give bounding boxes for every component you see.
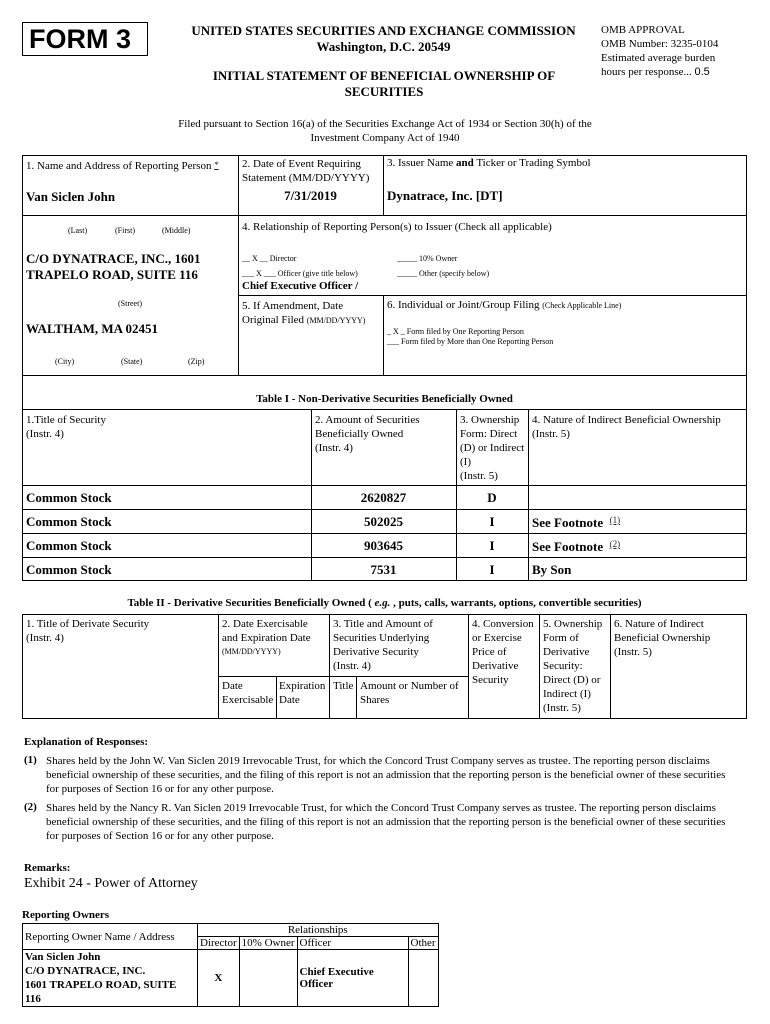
owner-name-address: Van Siclen John C/O DYNATRACE, INC. 1601 TRAPELO ROAD, SUITE 116	[23, 950, 198, 1007]
ownership-nature: See Footnote $^{(2)}$	[532, 539, 621, 554]
filing-option-one: _ X _ Form filed by One Reporting Person	[387, 327, 524, 336]
form-number-box: FORM 3	[22, 22, 148, 56]
security-amount: 2620827	[360, 490, 407, 505]
col-other: Other	[408, 937, 438, 950]
owner-officer-title: Chief Executive Officer	[297, 950, 408, 1007]
security-amount: 7531	[370, 562, 397, 577]
col-officer: Officer	[297, 937, 408, 950]
officer-title: Chief Executive Officer /	[242, 280, 359, 292]
remarks-heading: Remarks:	[24, 862, 71, 874]
ownership-form: I	[489, 538, 495, 553]
owner-other	[408, 950, 438, 1007]
issuer-name: Dynatrace, Inc. [DT]	[387, 188, 503, 203]
table2-col-conversion: 4. Conversion or Exercise Price of Derivative Security	[472, 618, 534, 686]
label-middle: (Middle)	[162, 226, 191, 235]
security-amount: 502025	[364, 514, 403, 529]
ownership-nature: See Footnote $^{(1)}$	[532, 515, 621, 530]
footnote-number: (2)	[24, 801, 37, 813]
table2-col-nature: 6. Nature of Indirect Beneficial Ownership (Instr. 5)	[614, 618, 711, 658]
box1-label: 1. Name and Address of Reporting Person *	[26, 160, 219, 172]
security-title: Common Stock	[26, 538, 112, 553]
ownership-nature: By Son	[532, 562, 572, 577]
filing-authority: Filed pursuant to Section 16(a) of the Securities Exchange Act of 1934 or Section 30(h) of the Investment Company Act of 1940	[178, 118, 592, 144]
col-owner-name: Reporting Owner Name / Address	[23, 924, 198, 950]
agency-location: Washington, D.C. 20549	[316, 39, 451, 54]
box5-label: 5. If Amendment, Date Original Filed (MM/DD/YYYY)	[242, 300, 366, 326]
footnote-link[interactable]: (1)	[609, 515, 621, 525]
col-director: Director	[198, 937, 240, 950]
ownership-form: I	[489, 562, 495, 577]
table2-col-ownership-form: 5. Ownership Form of Derivative Security: Direct (D) or Indirect (I) (Instr. 5)	[543, 618, 603, 714]
label-last: (Last)	[68, 226, 88, 235]
ownership-form: D	[487, 490, 497, 505]
box6-label: 6. Individual or Joint/Group Filing (Check Applicable Line)	[387, 299, 622, 311]
owner-director-mark: X	[198, 950, 240, 1007]
label-zip: (Zip)	[188, 357, 205, 366]
table2-sub-expiration: Expiration Date	[279, 680, 326, 706]
footnote-link[interactable]: (2)	[609, 539, 621, 549]
box3-label: 3. Issuer Name and Ticker or Trading Symbol	[387, 157, 591, 169]
filing-option-multiple: ___ Form filed by More than One Reporting Person	[387, 337, 554, 346]
security-title: Common Stock	[26, 514, 112, 529]
footnote-text: Shares held by the John W. Van Siclen 2019 Irrevocable Trust, for which the Concord Trust Company serves as trustee. The reporting person disclaims beneficial ownership of these securities, and the filing of this report is not an admission that the reporting person is the beneficial owner of these securities for purposes of Section 16 or for any other purpose.	[46, 755, 726, 795]
footnote-number: (1)	[24, 754, 37, 766]
label-first: (First)	[115, 226, 135, 235]
relationship-ten-pct: _____ 10% Owner	[397, 254, 458, 263]
table2-sub-title: Title	[333, 680, 354, 692]
label-city: (City)	[55, 357, 75, 366]
footnote-text: Shares held by the Nancy R. Van Siclen 2019 Irrevocable Trust, for which the Concord Trust Company serves as trustee. The reporting person disclaims beneficial ownership of these securities, and the filing of this report is not an admission that the reporting person is the beneficial owner of these securities for purposes of Section 16 or for any other purpose.	[46, 802, 726, 842]
form-title: INITIAL STATEMENT OF BENEFICIAL OWNERSHIP OF SECURITIES	[212, 68, 556, 99]
table1-title: Table I - Non-Derivative Securities Beneficially Owned	[256, 393, 513, 405]
security-title: Common Stock	[26, 490, 112, 505]
remarks-text: Exhibit 24 - Power of Attorney	[24, 876, 198, 891]
reporting-person-city: WALTHAM, MA 02451	[26, 321, 159, 336]
table2-title: Table II - Derivative Securities Beneficially Owned ( e.g. , puts, calls, warrants, options, convertible securities)	[127, 597, 642, 609]
agency-name: UNITED STATES SECURITIES AND EXCHANGE COMMISSION	[191, 23, 576, 38]
box2-label: 2. Date of Event Requiring Statement (MM/DD/YYYY)	[242, 158, 370, 184]
reporting-person-name: Van Siclen John	[26, 189, 116, 204]
reporting-owners-table	[22, 923, 439, 1007]
explanation-heading: Explanation of Responses:	[24, 736, 149, 748]
table1-col-form: 3. Ownership Form: Direct (D) or Indirect (I) (Instr. 5)	[460, 414, 525, 482]
security-title: Common Stock	[26, 562, 112, 577]
reporting-person-address: C/O DYNATRACE, INC., 1601 TRAPELO ROAD, SUITE 116	[26, 251, 201, 282]
table2-sub-amount: Amount or Number of Shares	[360, 680, 459, 706]
table-row	[23, 950, 439, 1007]
table1-col-amount: 2. Amount of Securities Beneficially Owned (Instr. 4)	[315, 414, 420, 454]
label-state: (State)	[121, 357, 143, 366]
table2-col-title: 1. Title of Derivate Security (Instr. 4)	[26, 618, 150, 644]
col-relationships: Relationships	[198, 924, 439, 937]
col-ten-pct-owner: 10% Owner	[239, 937, 297, 950]
box4-label: 4. Relationship of Reporting Person(s) to Issuer (Check all applicable)	[242, 221, 552, 233]
table1-col-nature: 4. Nature of Indirect Beneficial Ownership (Instr. 5)	[532, 414, 721, 440]
table2-sub-date-exercisable: Date Exercisable	[222, 680, 274, 706]
reporting-owners-heading: Reporting Owners	[22, 909, 110, 921]
relationship-other: _____ Other (specify below)	[397, 269, 490, 278]
table1-col-title: 1.Title of Security (Instr. 4)	[26, 414, 106, 440]
security-amount: 903645	[364, 538, 403, 553]
table2-col-underlying: 3. Title and Amount of Securities Underlying Derivative Security (Instr. 4)	[333, 618, 433, 672]
relationship-director: __ X __ Director	[242, 254, 297, 263]
table2-col-dates: 2. Date Exercisable and Expiration Date (MM/DD/YYYY)	[222, 618, 311, 656]
owner-ten-pct	[239, 950, 297, 1007]
ownership-form: I	[489, 514, 495, 529]
label-street: (Street)	[118, 299, 142, 308]
relationship-officer: ___ X ___ Officer (give title below)	[242, 269, 358, 278]
event-date: 7/31/2019	[284, 188, 337, 203]
omb-approval-box: OMB APPROVAL OMB Number: 3235-0104 Estimated average burden hours per response... 0.5	[601, 24, 719, 78]
